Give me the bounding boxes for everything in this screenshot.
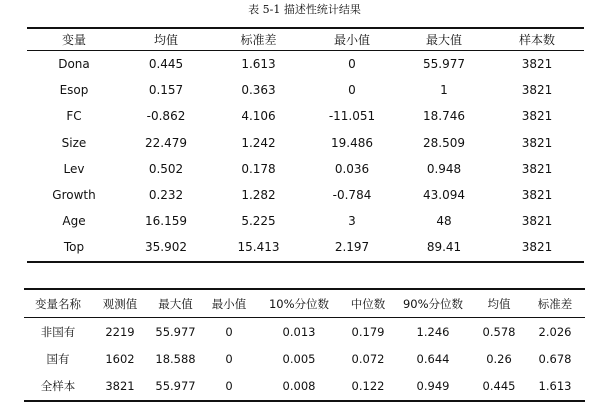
variable-name-cell: Size [61,135,87,150]
variable-name-cell: Age [62,214,86,229]
table-cell: 0.013 [282,324,316,339]
table-cell: 48 [436,214,452,229]
table-cell: 2.026 [538,324,572,339]
table-cell: 0.072 [351,351,385,366]
table-row [27,103,584,129]
header-cell: 变量 [27,28,121,51]
variable-name-cell: Growth [52,188,96,203]
table-cell: -11.051 [328,109,376,124]
variable-name-cell: Esop [59,83,89,98]
table-row [27,130,584,156]
table-cell: 0.008 [255,373,343,401]
table-cell: 0.578 [482,324,516,339]
header-cell: 最小值 [203,289,255,318]
header-cell: 10%分位数 [255,289,343,318]
table-cell: 0 [348,83,356,98]
table-cell: 0.445 [148,57,184,72]
table-cell: 55.977 [155,324,196,339]
table-cell: 18.746 [423,109,465,124]
header-cell: 均值 [473,289,525,318]
table-cell: -0.862 [146,109,186,124]
table-cell: 3821 [521,214,553,229]
header-cell: 标准差 [211,28,306,51]
table-caption: 表 5-1 描述性统计结果 [248,3,361,16]
table-cell: 3821 [521,135,553,150]
table-cell: 15.413 [211,234,306,261]
table-cell: 0 [225,351,233,366]
table-row [27,208,584,234]
table-cell: 0 [203,373,255,401]
table-cell: 0.502 [148,161,184,176]
table-row [27,234,584,261]
table-cell: 1.242 [241,135,276,150]
table-cell: 0.26 [486,351,512,366]
table-row [27,182,584,208]
table-cell: 2.197 [306,234,398,261]
table-cell: 55.977 [423,57,465,72]
header-cell: 最小值 [306,28,398,51]
table-cell: 3821 [521,57,553,72]
table-header-row [24,289,585,318]
table-cell: 3821 [521,109,553,124]
table-cell: 0.178 [241,161,276,176]
group-name-cell: 国有 [46,351,70,366]
table-cell: 0.036 [334,161,370,176]
header-cell: 均值 [121,28,211,51]
variable-name-cell: FC [66,109,82,124]
header-cell: 90%分位数 [393,289,473,318]
table-row [24,373,585,401]
table-cell: 89.41 [398,234,490,261]
variable-name-cell: Dona [58,57,90,72]
table-cell: -0.784 [332,188,372,203]
table-cell: 1.246 [416,324,450,339]
table-cell: 0.949 [393,373,473,401]
table-cell: 0.179 [351,324,385,339]
table-cell: 1 [440,83,448,98]
table-cell: 18.588 [155,351,196,366]
header-cell: 最大值 [398,28,490,51]
header-cell: 最大值 [148,289,203,318]
table-cell: 0.948 [426,161,462,176]
table-cell: 3821 [521,161,553,176]
table-cell: 0.644 [416,351,450,366]
table-cell: 0.157 [148,83,184,98]
table-cell: 5.225 [241,214,276,229]
group-name-cell: 非国有 [40,324,76,339]
table-cell: 55.977 [148,373,203,401]
group-name-cell: 全样本 [24,373,92,401]
table-row [27,51,584,78]
table-cell: 16.159 [145,214,187,229]
table-cell: 2219 [105,324,135,339]
table-cell: 0.678 [538,351,572,366]
variable-name-cell: Top [27,234,121,261]
table-cell: 3821 [521,83,553,98]
table-cell: 19.486 [331,135,373,150]
header-cell: 标准差 [525,289,585,318]
header-cell: 样本数 [490,28,584,51]
table-cell: 0.232 [148,188,184,203]
table-cell: 1602 [105,351,135,366]
table-row [27,77,584,103]
variable-name-cell: Lev [63,161,85,176]
table-cell: 0 [348,57,356,72]
table-cell: 3821 [490,234,584,261]
table-cell: 1.613 [241,57,276,72]
table-cell: 0.445 [473,373,525,401]
ownership-stats-table [24,288,585,402]
table-cell: 28.509 [423,135,465,150]
table-cell: 4.106 [241,109,276,124]
table-cell: 3 [348,214,356,229]
header-cell: 观测值 [92,289,148,318]
table-cell: 35.902 [121,234,211,261]
table-cell: 1.613 [525,373,585,401]
table-cell: 0.005 [282,351,316,366]
descriptive-stats-table [27,27,584,263]
table-header-row [27,28,584,51]
header-cell: 变量名称 [24,289,92,318]
table-cell: 0.122 [343,373,393,401]
table-cell: 43.094 [423,188,465,203]
table-cell: 1.282 [241,188,276,203]
table-row [24,318,585,346]
table-cell: 0.363 [241,83,276,98]
table-cell: 3821 [92,373,148,401]
table-cell: 22.479 [145,135,187,150]
table-row [24,345,585,372]
header-cell: 中位数 [343,289,393,318]
table-cell: 0 [225,324,233,339]
table-row [27,156,584,182]
table-cell: 3821 [521,188,553,203]
